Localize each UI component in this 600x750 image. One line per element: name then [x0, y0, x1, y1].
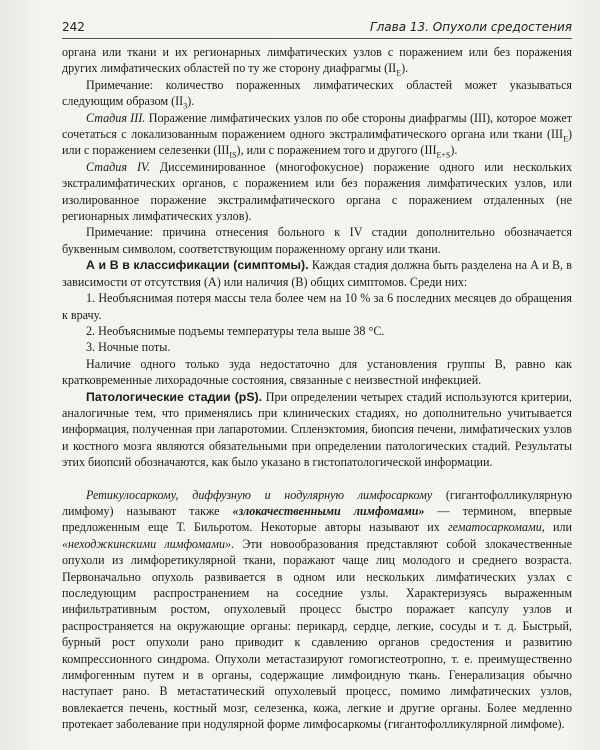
- list-item: 3. Ночные поты.: [86, 340, 171, 355]
- ab-symptoms-heading: А и В в классификации (симптомы).: [86, 258, 309, 273]
- page-number: 242: [62, 20, 85, 34]
- paragraph-pathologic-stages: Патологические стадии (pS). При определении четырех стадий используются критерии, аналогичные тем, что применялись при клинических стадиях, но дополнительно учитывается информация, полученная при лапаротомии. Спленэктомия, биопсия печени, лимфатических узлов и костного мозга являются обязательными при определении патологических стадий. Результаты этих биопсий обозначаются, как было указано в гистопатологической информации.: [62, 389, 572, 470]
- paragraph-stage-iv: Стадия IV. Диссеминированное (многофокусное) поражение одного или нескольких экстралимфатических органов, с поражением или без поражения лимфатических узлов, или изолированное поражение экстралимфатического органа с поражением отдаленных (не регионарных лимфатических узлов).: [62, 159, 572, 224]
- paragraph-malignant-lymphomas: Ретикулосаркому, диффузную и нодулярную лимфосаркому (гигантофолликулярную лимфому) называют также «злокачественными лимфомами» — термином, впервые предложенным еще Т. Бильротом. Некоторые авторы называют их гематосаркомами, или «неходжкинскими лимфомами». Эти новообразования представляют собой злокачественные опухоли из лимфоретикулярной ткани, поражают чаще лиц молодого и среднего возраста. Первоначально опухоль развивается в одном или нескольких лимфатических узлах с последующим распространением на соседние узлы. Характеризуясь выраженным инфильтративным ростом, опухолевый процесс быстро поражает капсулу узлов и распространяется на окружающие органы: перикард, сердце, легкие, сосуды и т. д. Быстрый, бурный рост опухоли рано приводит к сдавлению органов средостения и развитию компрессионного синдрома. Опухоли метастазируют гомогистеотропно, т. е. преимущественно лимфогенным путем и в органы, содержащие лимфоидную ткань. Генерализация обычно наступает рано. В метастатический опухолевый процесс, помимо лимфатических узлов, вовлекается печень, костный мозг, селезенка, кожа, легкие и другие органы. Более медленно протекает заболевание при нодулярной форме лимфосаркомы (гигантофолликулярной лимфоме).: [62, 487, 572, 732]
- list-item: 2. Необъяснимые подъемы температуры тела выше 38 °С.: [86, 323, 385, 338]
- paragraph-stage-ii-continued: органа или ткани и их регионарных лимфатических узлов с поражением или без поражения других лимфатических областей по ту же сторону диафрагмы $(II_E)$.: [62, 45, 572, 78]
- header-rule: [62, 38, 572, 39]
- running-header: [62, 20, 572, 38]
- body-text: [62, 44, 572, 733]
- paragraph-note-stage-iv: Примечание: причина отнесения больного к IV стадии дополнительно обозначается буквенным символом, соответствующим пораженному органу или ткани.: [62, 225, 572, 256]
- stage-iv-label: Стадия IV.: [86, 159, 150, 174]
- paragraph-itching: Наличие одного только зуда недостаточно для установления группы В, равно как кратковременные лихорадочные состояния, связанные с неизвестной инфекцией.: [62, 356, 572, 388]
- paragraph-note-areas: Примечание: количество пораженных лимфатических областей может указываться следующим образом $(II_3)$.: [62, 77, 572, 111]
- paragraph-ab-symptoms: А и В в классификации (симптомы). Каждая стадия должна быть разделена на А и В, в зависимости от отсутствия (А) или наличия (В) общих симптомов. Среди них:: [62, 258, 572, 289]
- pathologic-stages-heading: Патологические стадии (pS).: [86, 389, 263, 404]
- paragraph-stage-iii: Стадия III. Поражение лимфатических узлов по обе стороны диафрагмы (III), которое может сочетаться с локализованным поражением одного экстралимфатического органа или ткани $(III_E)$ или с поражением селезенки $(III_{IS})$, или с поражением того и другого $(III_{E+S})$.: [62, 110, 572, 160]
- chapter-title: Глава 13. Опухоли средостения: [369, 20, 572, 34]
- section-gap: [62, 471, 572, 487]
- stage-iii-label: Стадия III.: [86, 110, 146, 125]
- list-item: 1. Необъяснимая потеря массы тела более чем на 10 % за 6 последних месяцев до обращения к врачу.: [62, 291, 572, 322]
